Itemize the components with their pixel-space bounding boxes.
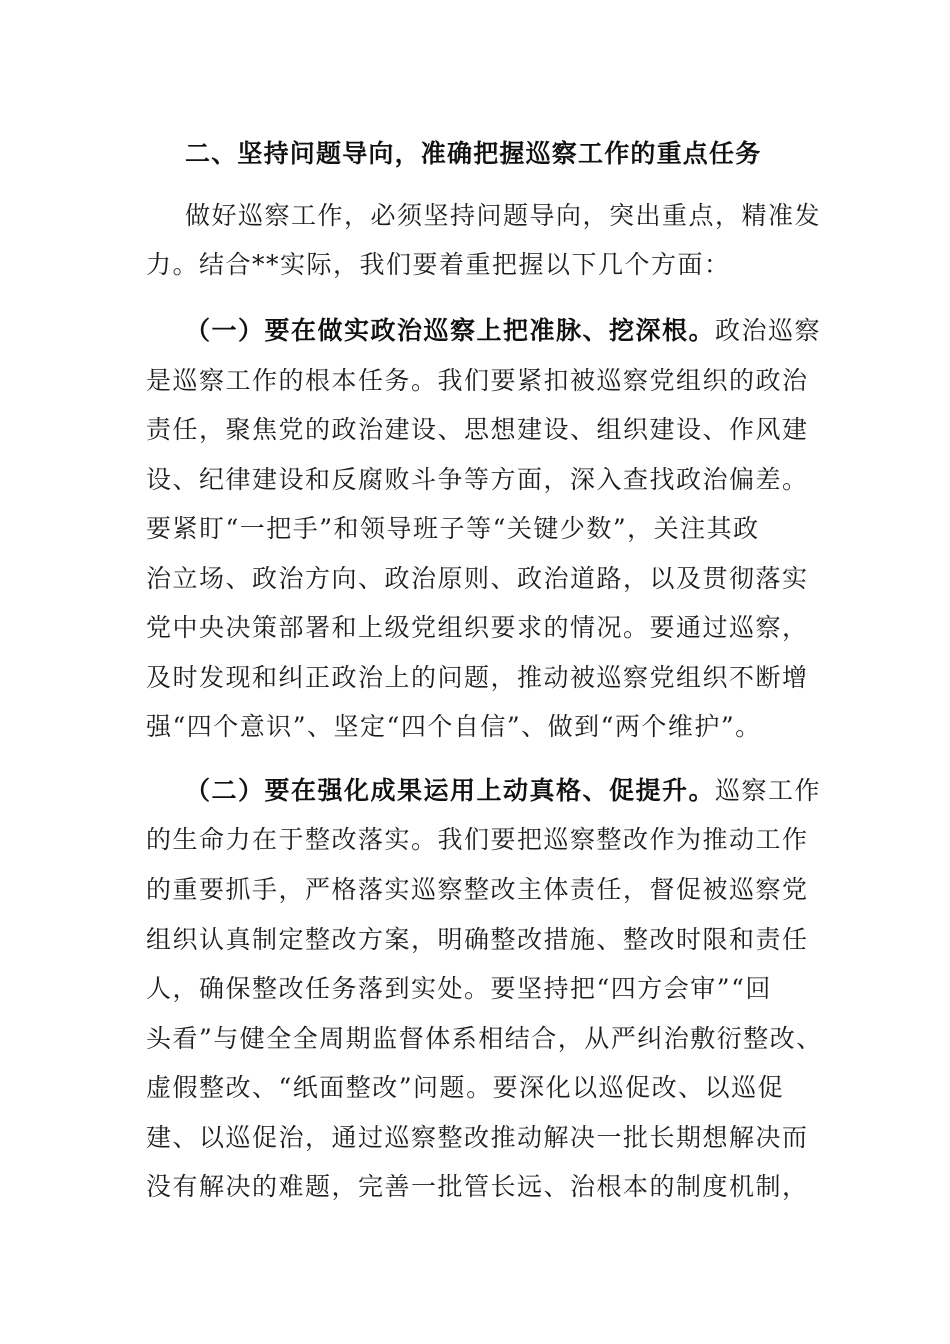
section1-first-rest: 政治巡察 xyxy=(715,316,822,345)
section1-line-2: 责任，聚焦党的政治建设、思想建设、组织建设、作风建 xyxy=(146,415,809,444)
section1-line-5: 治立场、政治方向、政治原则、政治道路，以及贯彻落实 xyxy=(146,564,809,593)
section2-lead: （二）要在强化成果运用上动真格、促提升。 xyxy=(185,776,716,805)
section1-line-4: 要紧盯“一把手”和领导班子等“关键少数”，关注其政 xyxy=(146,514,760,543)
section2-line-7: 建、以巡促治，通过巡察整改推动解决一批长期想解决而 xyxy=(146,1123,809,1152)
section1-line-7: 及时发现和纠正政治上的问题，推动被巡察党组织不断增 xyxy=(146,663,809,692)
section2-line-1: 的生命力在于整改落实。我们要把巡察整改作为推动工作 xyxy=(146,825,809,854)
intro-line-1: 做好巡察工作，必须坚持问题导向，突出重点，精准发 xyxy=(185,201,822,230)
section2-line-8: 没有解决的难题，完善一批管长远、治根本的制度机制， xyxy=(146,1172,809,1201)
section1-line-3: 设、纪律建设和反腐败斗争等方面，深入查找政治偏差。 xyxy=(146,465,809,494)
section2-first-rest: 巡察工作 xyxy=(715,776,822,805)
section1-line-8: 强“四个意识”、坚定“四个自信”、做到“两个维护”。 xyxy=(146,712,762,741)
section2-first-line xyxy=(185,771,821,807)
section2-line-5: 头看”与健全全周期监督体系相结合，从严纠治敷衍整改、 xyxy=(146,1024,823,1053)
section1-first-line xyxy=(185,311,821,347)
section2-line-3: 组织认真制定整改方案，明确整改措施、整改时限和责任 xyxy=(146,925,809,954)
section1-line-1: 是巡察工作的根本任务。我们要紧扣被巡察党组织的政治 xyxy=(146,366,809,395)
section2-line-4: 人，确保整改任务落到实处。要坚持把“四方会审”“回 xyxy=(146,974,772,1003)
section1-lead: （一）要在做实政治巡察上把准脉、挖深根。 xyxy=(185,316,716,345)
section2-line-6: 虚假整改、“纸面整改”问题。要深化以巡促改、以巡促 xyxy=(146,1073,785,1102)
section2-line-2: 的重要抓手，严格落实巡察整改主体责任，督促被巡察党 xyxy=(146,875,809,904)
section1-line-6: 党中央决策部署和上级党组织要求的情况。要通过巡察， xyxy=(146,613,809,642)
intro-line-2: 力。结合**实际，我们要着重把握以下几个方面： xyxy=(146,250,731,279)
section-heading: 二、坚持问题导向，准确把握巡察工作的重点任务 xyxy=(185,139,762,168)
